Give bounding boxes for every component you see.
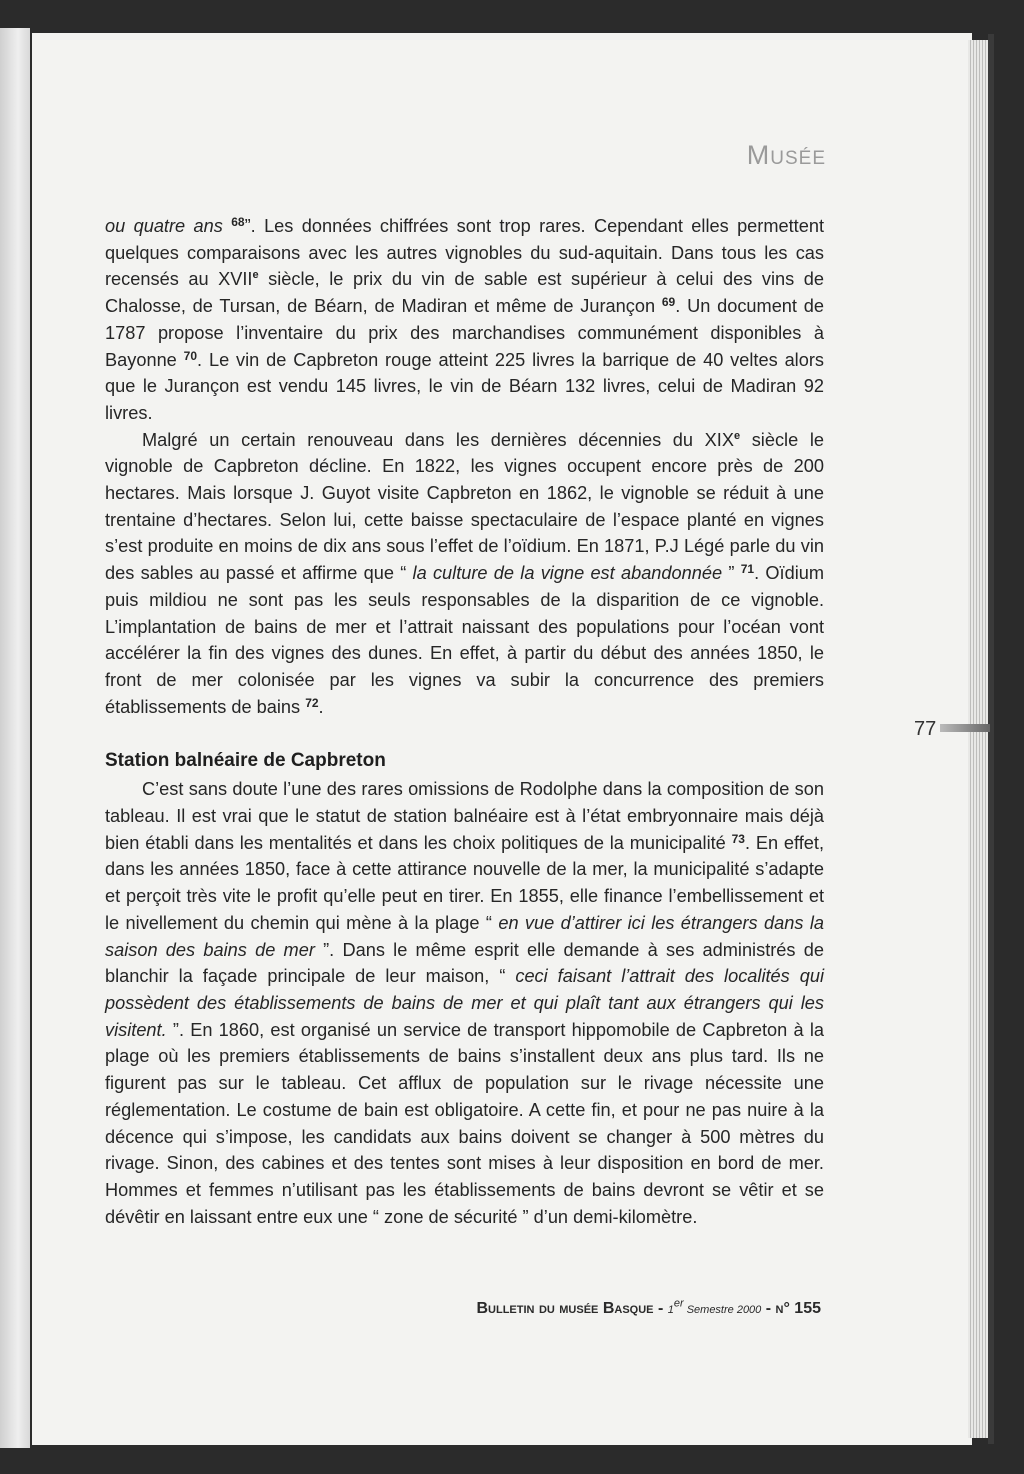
paragraph-2 [105, 427, 824, 721]
italic-quote: ceci faisant l’attrait des localités qui possèdent des établissements de bains de mer et qui plaît tant aux étrangers qui les visitent. [105, 966, 824, 1040]
facing-page-edge [0, 28, 30, 1448]
italic-quote: la culture de la vigne est abandonnée [412, 563, 723, 584]
italic-quote: ou quatre ans [105, 216, 223, 236]
footnote-ref-72: 72 [305, 695, 319, 710]
text-run: Malgré un certain renouveau dans les dernières décennies du XIX [142, 429, 734, 450]
footnote-ref-71: 71 [740, 562, 755, 577]
footnote-ref-73: 73 [731, 831, 745, 846]
text-run: ”. Dans le même esprit elle demande à ses administrés de blanchir la façade principale de leur maison, “ [105, 939, 824, 987]
text-run: . Le vin de Capbreton rouge atteint 225 livres la barrique de 40 veltes alors que le Jurançon est vendu 145 livres, le vin de Béarn 132 livres, celui de Madiran 92 livres. [105, 349, 824, 423]
text-run: siècle, le prix du vin de sable est supérieur à celui des vins de Chalosse, de Tursan, de Béarn, de Madiran et même de Jurançon [105, 269, 824, 317]
journal-footer [476, 1297, 822, 1318]
footnote-ref-70: 70 [183, 348, 198, 363]
footnote-ref-68: 68 [231, 215, 245, 229]
separator: - [761, 1300, 776, 1317]
text-run: ”. En 1860, est organisé un service de transport hippomobile de Capbreton à la plage où les premiers établissements de bains s’installent deux ans plus tard. Ils ne figurent pas sur le tableau. Cet afflux de population sur le rivage nécessite une réglementation. Le costume de bain est obligatoire. A cette fin, et pour ne pas nuire à la décence qui s’impose, les candidats aux bains doivent se changer à 500 mètres du rivage. Sinon, des cabines et des tentes sont mises à leur disposition en bord de mer. Hommes et femmes n’utilisant pas les établissements de bains devront se vêtir et se dévêtir en laissant entre eux une “ zone de sécurité ” d’un demi-kilomètre. [105, 1019, 824, 1227]
text-run: C’est sans doute l’une des rares omissions de Rodolphe dans la composition de son tableau. Il est vrai que le statut de station balnéaire est à l’état embryonnaire mais déjà bien établi dans les mentalités et dans les choix politiques de la municipalité [105, 779, 824, 853]
book-cover-edge [988, 34, 994, 1444]
text-run: . Oïdium puis mildiou ne sont pas les seuls responsables de la disparition de ce vignoble. L’implantation de bains de mer et l’attrait naissant des populations pour l’océan vont accélérer la fin des vignes des dunes. En effet, à partir du début des années 1850, le front de mer colonisée par les vignes va subir la concurrence des premiers établissements de bains [105, 563, 824, 717]
ordinal-sup: e [252, 269, 259, 282]
section-heading: Station balnéaire de Capbreton [105, 750, 386, 772]
text-run: . En effet, dans les années 1850, face à cette attirance nouvelle de la mer, la municipalité s’adapte et perçoit très vite le profit qu’elle peut en tirer. En 1855, elle finance l’embellissement et le nivellement du chemin qui mène à la plage “ [105, 832, 824, 933]
semester-label: Semestre 2000 [683, 1304, 762, 1316]
text-run: ” [722, 563, 741, 584]
paragraph-3 [105, 776, 824, 1230]
page-stack-edge [968, 40, 990, 1438]
semester-sup: er [673, 1297, 684, 1310]
issue-number: n° 155 [775, 1300, 821, 1317]
text-run: . [318, 696, 324, 717]
paragraph-1 [105, 213, 824, 427]
text-run: . Un document de 1787 propose l’inventaire du prix des marchandises communément disponibles à Bayonne [105, 296, 824, 370]
text-run: siècle le vignoble de Capbreton décline. En 1822, les vignes occupent encore près de 200 hectares. Mais lorsque J. Guyot visite Capbreton en 1862, le vignoble se réduit à une trentaine d’hectares. Selon lui, cette baisse spectaculaire de l’espace planté en vignes s’est produite en moins de dix ans sous l’effet de l’oïdium. En 1871, P.J Légé parle du vin des sables au passé et affirme que “ [105, 429, 824, 584]
journal-title: Bulletin du musée Basque [476, 1300, 654, 1317]
separator: - [653, 1300, 668, 1317]
page-tab-marker [940, 724, 990, 732]
text-run: ”. Les données chiffrées sont trop rares. Cependant elles permettent quelques comparaisons avec les autres vignobles du sud-aquitain. Dans tous les cas recensés au XVII [105, 216, 825, 290]
italic-quote: en vue d’attirer ici les étrangers dans la saison des bains de mer [105, 912, 824, 960]
ordinal-sup: e [733, 429, 741, 442]
semester-number: 1 [667, 1304, 674, 1316]
footnote-ref-69: 69 [661, 295, 676, 310]
body-text [105, 213, 824, 1230]
page-number: 77 [914, 718, 937, 740]
running-header: Musée [746, 140, 826, 170]
